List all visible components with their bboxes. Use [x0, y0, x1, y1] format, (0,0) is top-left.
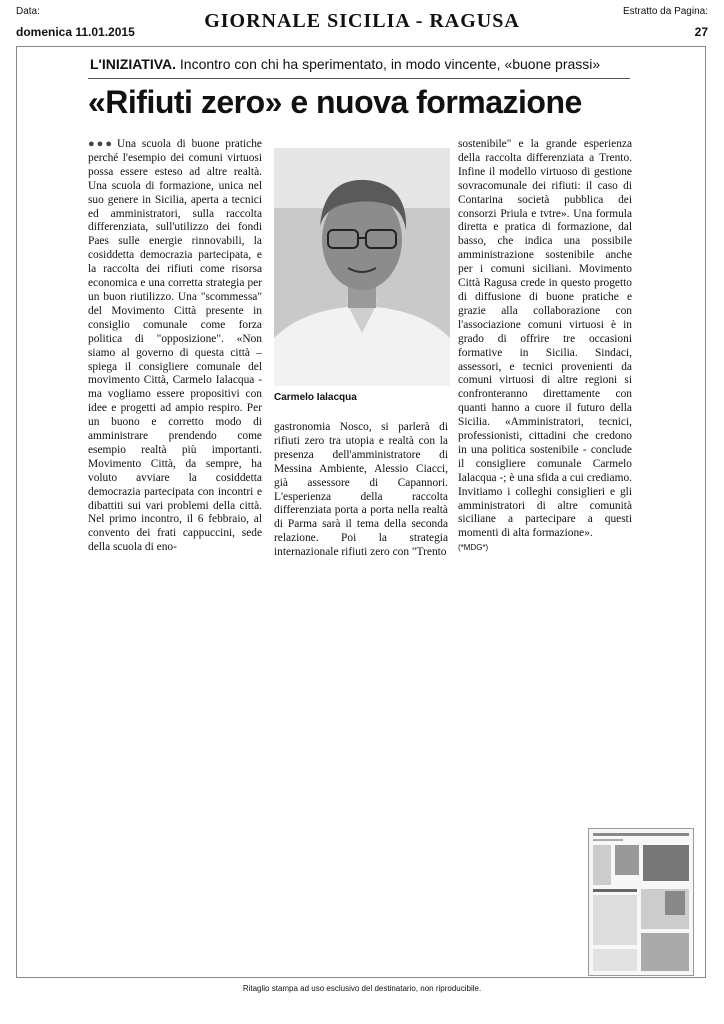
bullet-icon: ●●●	[88, 138, 115, 150]
page-label: Estratto da Pagina:	[622, 6, 708, 17]
article-column-1	[88, 138, 262, 555]
kicker-text: Incontro con chi ha sperimentato, in modo vincente, «buone prassi»	[179, 56, 601, 72]
kicker-divider	[88, 78, 630, 79]
portrait-photo	[274, 148, 450, 386]
kicker-label: L'INIZIATIVA.	[90, 56, 177, 72]
article-column-2	[274, 421, 448, 560]
footer-notice: Ritaglio stampa ad uso esclusivo del destinatario, non riproducibile.	[242, 984, 482, 993]
column-3-text: sostenibile" e la grande esperienza della raccolta differenziata a Trento. Infine il modello virtuoso di gestione sovracomunale dei rifiuti: il caso di Contarina società pubblica dei consorzi Priula e tvtre». Una formula diretta e pratica di formazione, dal basso, che indica una possibile amministrazione sostenibile anche per i comuni siciliani. Movimento Città Ragusa crede in questo progetto di diffusione di buone pratiche e grazie alla collaborazione con l'associazione comuni virtuosi è in grado di offrire tre occasioni formative in Sicilia. Sindaci, assessori, e tecnici provenienti da comuni virtuosi di altre regioni si confronteranno direttamente con quanti hanno a cuore il futuro della Sicilia. «Amministratori, tecnici, professionisti, cittadini che credono in una politica sostenibile - conclude il consigliere comunale Carmelo Ialacqua -; è una sfida a cui crediamo. Invitiamo i colleghi consiglieri e gli amministratori di altre comunità siciliane a partecipare a questi momenti di alta formazione».	[458, 138, 632, 540]
date-label: Data:	[16, 6, 40, 17]
portrait-illustration	[274, 148, 450, 386]
publication-date: domenica 11.01.2015	[16, 25, 135, 39]
column-2-text: gastronomia Nosco, si parlerà di rifiuti zero tra utopia e realtà con la presenza dell'amministratore di Messina Ambiente, Alessio Ciacci, già assessore di Capannori. L'esperienza della raccolta differenziata porta a porta nella realtà di Parma sarà il tema della seconda relazione. Poi la strategia internazionale rifiuti zero con "Trento	[274, 421, 448, 559]
newspaper-title: GIORNALE SICILIA - RAGUSA	[204, 10, 520, 32]
page-thumbnail-illustration	[589, 829, 693, 975]
header-right	[623, 6, 708, 40]
column-1-text: Una scuola di buone pratiche perché l'esempio dei comuni virtuosi possa essere esteso ad altre realtà. Una scuola di formazione, unica nel suo genere in Sicilia, aperta a tecnici ed amministratori, sulla raccolta differenziata, sull'utilizzo dei fondi Paes sulle energie rinnovabili, la cosiddetta democrazia partecipata, e la raccolta dei rifiuti come risorsa economica e una corretta strategia per un buon riutilizzo. Una "scommessa" del Movimento Città presente in consiglio comunale come forza politica di "opposizione". «Non siamo al governo di questa città – spiega il consigliere comunale del movimento Città, Carmelo Ialacqua - ma vogliamo essere propositivi con idee e progetti ad ampio respiro. Per un buono e corretto modo di amministrare prendendo come esempio realtà più importanti. Movimento Città, da sempre, ha voluto avviare la cosiddetta democrazia partecipata con incontri e dibattiti sui vari problemi della città. Nel primo incontro, il 6 febbraio, al convento dei frati cappuccini, sede della scuola di eno-	[88, 138, 262, 554]
author-signature: (*MDG*)	[458, 543, 489, 553]
article-column-3	[458, 138, 632, 555]
page-number: 27	[694, 25, 708, 39]
photo-caption: Carmelo Ialacqua	[274, 392, 357, 403]
page-thumbnail	[588, 828, 694, 976]
article-headline: «Rifiuti zero» e nuova formazione	[88, 84, 582, 120]
article-kicker	[90, 56, 600, 72]
